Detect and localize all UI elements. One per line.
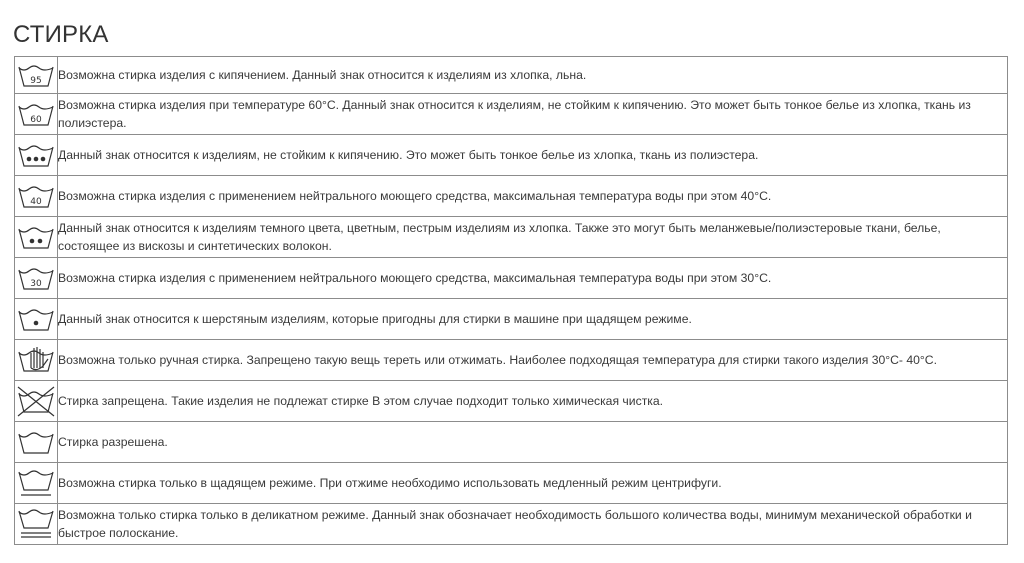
table-row (15, 258, 1008, 299)
row-description: Данный знак относится к изделиям темного цвета, цветным, пестрым изделиям из хлопка. Также это могут быть меланжевые/полиэстеровые ткани, белье, состоящее из вискозы и синтетических волокон. (58, 217, 1008, 258)
wash-temp-label: 60 (30, 115, 42, 125)
page-title: СТИРКА (13, 21, 109, 48)
table-row (15, 504, 1008, 545)
wash-40-icon (15, 178, 57, 214)
table-row (15, 217, 1008, 258)
table-row (15, 340, 1008, 381)
do-not-wash-icon (15, 383, 57, 419)
wash-gentle-icon (15, 465, 57, 501)
wash-60-icon (15, 96, 57, 132)
row-description: Возможна стирка изделия с применением нейтрального моющего средства, максимальная температура воды при этом 30°С. (58, 258, 1008, 299)
wash-one-dot-icon (15, 301, 57, 337)
row-description: Данный знак относится к изделиям, не стойким к кипячению. Это может быть тонкое белье из хлопка, ткань из полиэстера. (58, 135, 1008, 176)
wash-delicate-icon (15, 506, 57, 542)
wash-allowed-icon (15, 424, 57, 460)
washing-symbols-table (14, 56, 1008, 545)
wash-95-icon (15, 57, 57, 93)
table-row (15, 94, 1008, 135)
table-row (15, 57, 1008, 94)
hand-wash-icon (15, 342, 57, 378)
row-description: Возможна стирка изделия с кипячением. Данный знак относится к изделиям из хлопка, льна. (58, 57, 1008, 94)
row-description: Возможна только ручная стирка. Запрещено такую вещь тереть или отжимать. Наиболее подходящая температура для стирки такого изделия 30°С- 40°С. (58, 340, 1008, 381)
wash-temp-label: 95 (30, 76, 42, 86)
table-row (15, 176, 1008, 217)
wash-temp-label: 40 (30, 197, 42, 207)
row-description: Стирка запрещена. Такие изделия не подлежат стирке В этом случае подходит только химическая чистка. (58, 381, 1008, 422)
row-description: Стирка разрешена. (58, 422, 1008, 463)
wash-30-icon (15, 260, 57, 296)
table-row (15, 463, 1008, 504)
table-row (15, 135, 1008, 176)
table-row (15, 422, 1008, 463)
row-description: Возможна стирка изделия при температуре 60°С. Данный знак относится к изделиям, не стойким к кипячению. Это может быть тонкое белье из хлопка, ткань из полиэстера. (58, 94, 1008, 135)
wash-two-dots-icon (15, 219, 57, 255)
row-description: Возможна стирка только в щадящем режиме. При отжиме необходимо использовать медленный режим центрифуги. (58, 463, 1008, 504)
row-description: Возможна стирка изделия с применением нейтрального моющего средства, максимальная температура воды при этом 40°С. (58, 176, 1008, 217)
wash-temp-label: 30 (30, 279, 42, 289)
table-row (15, 299, 1008, 340)
table-row (15, 381, 1008, 422)
row-description: Данный знак относится к шерстяным изделиям, которые пригодны для стирки в машине при щадящем режиме. (58, 299, 1008, 340)
row-description: Возможна только стирка только в деликатном режиме. Данный знак обозначает необходимость большого количества воды, минимум механической обработки и быстрое полоскание. (58, 504, 1008, 545)
wash-three-dots-icon (15, 137, 57, 173)
